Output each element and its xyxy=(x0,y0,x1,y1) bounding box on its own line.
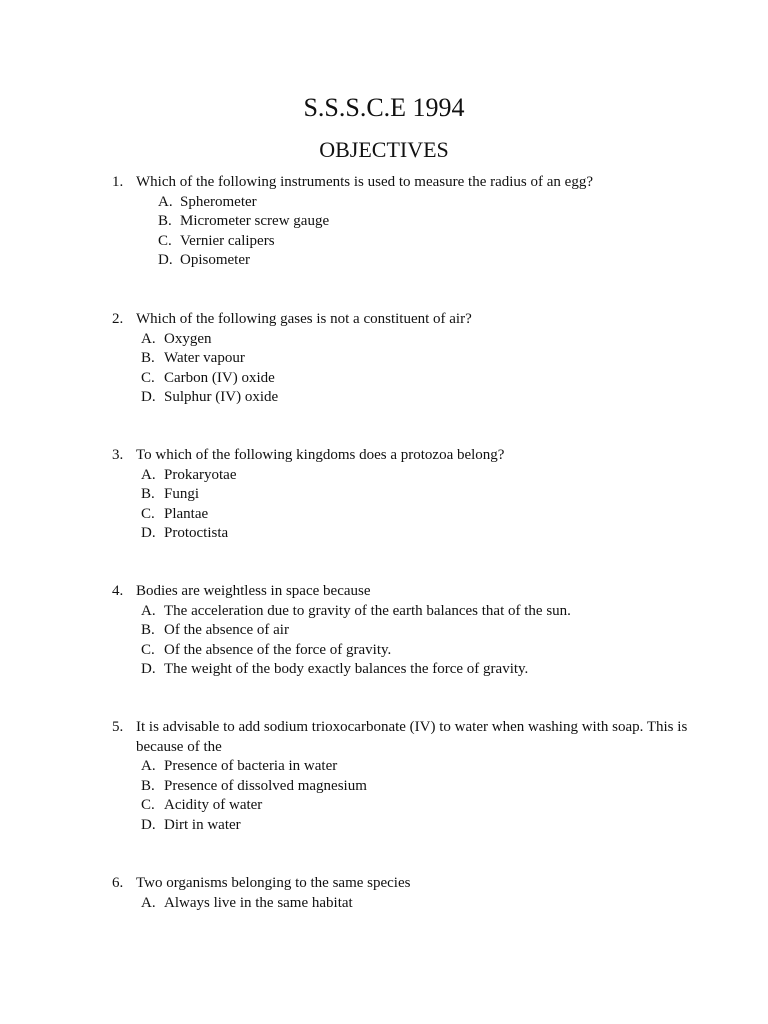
option-b xyxy=(141,621,692,641)
option-text: Prokaryotae xyxy=(164,466,237,483)
question-number: 5. xyxy=(112,719,124,735)
option-text: Oxygen xyxy=(164,330,212,347)
option-a xyxy=(141,330,692,350)
option-letter: C. xyxy=(141,797,155,813)
option-a xyxy=(158,193,692,213)
option-list xyxy=(112,193,692,271)
question-text: Two organisms belonging to the same species xyxy=(136,875,411,891)
option-text: Of the absence of air xyxy=(164,622,289,638)
option-letter: C. xyxy=(158,232,172,249)
option-letter: A. xyxy=(141,330,156,347)
option-text: Water vapour xyxy=(164,350,245,366)
question-6 xyxy=(112,874,692,913)
option-list xyxy=(112,894,692,914)
question-3 xyxy=(112,446,692,544)
option-list xyxy=(112,757,692,835)
question-text: It is advisable to add sodium trioxocarbonate (IV) to water when washing with soap. This is because of the xyxy=(136,719,688,755)
option-text: Of the absence of the force of gravity. xyxy=(164,641,392,658)
question-stem xyxy=(112,582,692,602)
option-b xyxy=(158,212,692,232)
option-text: Opisometer xyxy=(180,252,250,268)
option-letter: C. xyxy=(141,641,155,658)
option-text: Carbon (IV) oxide xyxy=(164,369,275,386)
question-5 xyxy=(112,718,692,835)
option-letter: D. xyxy=(141,389,156,405)
option-list xyxy=(112,330,692,408)
option-letter: B. xyxy=(141,622,155,638)
option-a xyxy=(141,757,692,777)
option-list xyxy=(112,466,692,544)
option-text: Spherometer xyxy=(180,193,257,210)
option-letter: B. xyxy=(141,350,155,366)
option-c xyxy=(141,369,692,389)
option-letter: B. xyxy=(158,213,172,229)
option-c xyxy=(141,796,692,816)
option-text: Sulphur (IV) oxide xyxy=(164,389,279,405)
page-title: S.S.S.C.E 1994 xyxy=(303,93,465,122)
option-text: Micrometer screw gauge xyxy=(180,213,330,229)
option-a xyxy=(141,602,692,622)
question-text: Which of the following instruments is used to measure the radius of an egg? xyxy=(136,174,593,190)
question-number: 2. xyxy=(112,311,124,327)
option-b xyxy=(141,485,692,505)
option-text: Fungi xyxy=(164,486,200,502)
question-stem xyxy=(112,310,692,330)
option-text: The acceleration due to gravity of the earth balances that of the sun. xyxy=(164,602,571,619)
option-c xyxy=(141,641,692,661)
option-text: Always live in the same habitat xyxy=(164,894,353,911)
question-stem xyxy=(112,173,692,193)
option-letter: C. xyxy=(141,505,155,522)
question-number: 4. xyxy=(112,583,124,599)
option-d xyxy=(141,816,692,836)
option-c xyxy=(141,505,692,525)
option-text: Dirt in water xyxy=(164,816,241,833)
option-letter: A. xyxy=(141,758,156,774)
option-b xyxy=(141,349,692,369)
option-letter: A. xyxy=(158,193,173,210)
question-text: To which of the following kingdoms does a protozoa belong? xyxy=(136,447,505,463)
option-d xyxy=(141,660,692,680)
page-subtitle: OBJECTIVES xyxy=(319,137,449,162)
option-text: Presence of dissolved magnesium xyxy=(164,777,367,794)
question-stem xyxy=(112,446,692,466)
option-text: Vernier calipers xyxy=(180,232,275,249)
question-stem xyxy=(112,718,692,757)
option-letter: A. xyxy=(141,602,156,619)
option-b xyxy=(141,777,692,797)
option-letter: A. xyxy=(141,894,156,911)
question-number: 3. xyxy=(112,447,124,463)
question-4 xyxy=(112,582,692,680)
option-text: The weight of the body exactly balances the force of gravity. xyxy=(164,661,529,677)
option-text: Plantae xyxy=(164,505,209,522)
option-letter: D. xyxy=(158,252,173,268)
option-letter: A. xyxy=(141,466,156,483)
option-letter: B. xyxy=(141,777,155,794)
option-d xyxy=(141,524,692,544)
option-letter: B. xyxy=(141,486,155,502)
question-text: Which of the following gases is not a constituent of air? xyxy=(136,311,472,327)
option-text: Presence of bacteria in water xyxy=(164,758,338,774)
option-d xyxy=(141,388,692,408)
option-list xyxy=(112,602,692,680)
option-c xyxy=(158,232,692,252)
option-letter: D. xyxy=(141,661,156,677)
option-a xyxy=(141,466,692,486)
option-letter: D. xyxy=(141,525,156,541)
question-number: 6. xyxy=(112,875,124,891)
option-text: Protoctista xyxy=(164,525,229,541)
option-a xyxy=(141,894,692,914)
option-letter: C. xyxy=(141,369,155,386)
question-stem xyxy=(112,874,692,894)
question-text: Bodies are weightless in space because xyxy=(136,583,371,599)
question-2 xyxy=(112,310,692,408)
question-number: 1. xyxy=(112,174,124,190)
option-d xyxy=(158,251,692,271)
question-1 xyxy=(112,173,692,271)
option-letter: D. xyxy=(141,816,156,833)
option-text: Acidity of water xyxy=(164,797,263,813)
